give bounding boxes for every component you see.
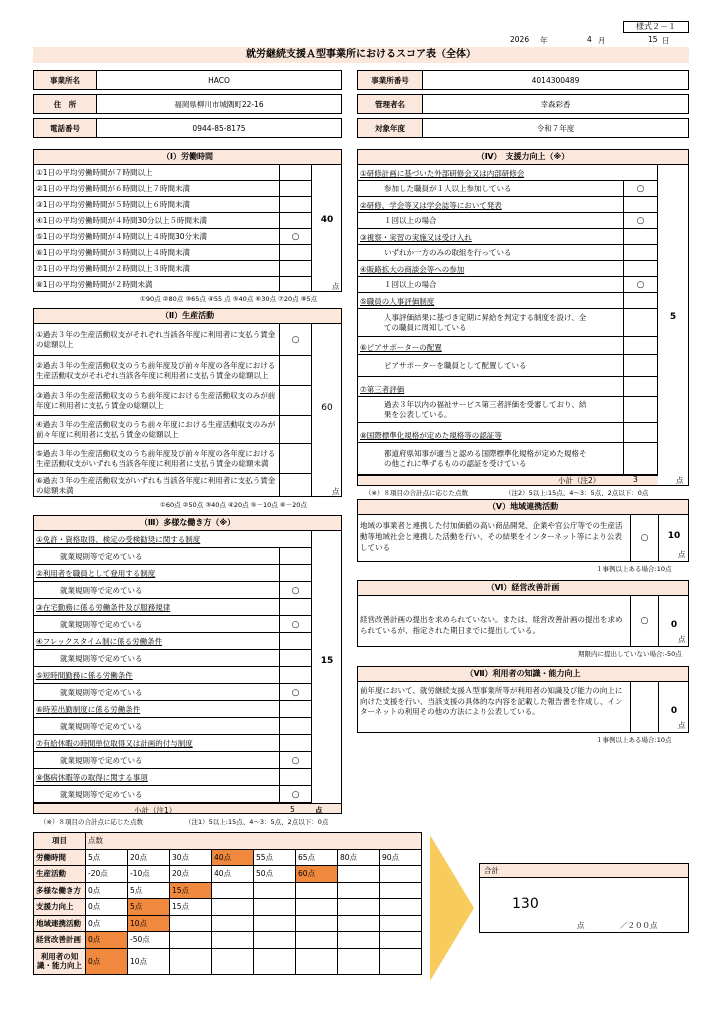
phone-label: 電話番号 [33, 118, 97, 138]
knowledge-check-mark [631, 682, 658, 732]
manager-label: 管理者名 [357, 94, 423, 114]
summary-point: 80点 [338, 849, 380, 866]
workstyle-item-sub: 就業規則等で定めている [34, 684, 312, 701]
management-box [357, 595, 689, 647]
support-subtotal: 3 [633, 475, 638, 484]
support-item-sub: １回以上の場合 [358, 277, 658, 293]
manager: 幸森彩香 [422, 94, 689, 114]
workstyle-item-sub: 就業規則等で定めている [34, 718, 312, 735]
workstyle-table [33, 530, 342, 814]
management-unit: 点 [678, 635, 686, 644]
support-check-mark [624, 443, 657, 475]
workstyle-item-head: ⑥時差出勤制度に係る労働条件 [34, 701, 312, 718]
summary-point-selected: 0点 [86, 932, 128, 949]
management-title: （Ⅵ）経営改善計画 [357, 580, 689, 596]
total-max: ／２００点 [620, 921, 658, 930]
office-no: 4014300489 [422, 70, 689, 90]
support-subtotal-unit: 点 [676, 476, 684, 485]
support-item-head: ②研修、学会等又は学会誌等において発表 [360, 200, 502, 210]
workstyle-score: 15 [320, 656, 334, 666]
support-item-sub: １回以上の場合 [358, 213, 658, 229]
support-check-mark: ○ [636, 216, 645, 226]
summary-point: 65点 [296, 849, 338, 866]
support-item-head: ③視察・実習の実施又は受け入れ [360, 232, 472, 242]
total-box [479, 863, 689, 933]
management-check-mark: ○ [640, 616, 649, 626]
support-item-sub: 都道府県知事が適当と認める国際標準化規格が定めた規格その他これに準ずるものの認証を受けている [358, 443, 658, 475]
workstyle-item-sub: 就業規則等で定めている [34, 582, 312, 599]
support-note-right: （注2）5以上:15点、4～3：5点、2点以下：0点 [505, 489, 649, 497]
summary-point: 5点 [86, 849, 128, 866]
support-title: （Ⅳ） 支援力向上（※） [357, 149, 689, 165]
production-score: 60 [321, 403, 333, 413]
support-item-head: ⑤職員の人事評価制度 [360, 296, 435, 306]
workstyle-item-sub: 就業規則等で定めている [34, 616, 312, 633]
total-label: 合計 [480, 864, 688, 878]
support-subtotal-label: 小計（注2） [558, 476, 601, 485]
summary-point: 0点 [86, 899, 128, 916]
summary-point-selected: 60点 [296, 866, 338, 883]
workstyle-check-mark: ○ [291, 755, 300, 766]
workstyle-item-sub: 就業規則等で定めている [34, 548, 312, 565]
summary-header-points: 点数 [86, 833, 422, 850]
workstyle-item-sub: 就業規則等で定めている [34, 650, 312, 667]
labor-item: ⑦1日の平均労働時間が２時間以上３時間未満 [34, 261, 312, 277]
support-score: 5 [669, 312, 677, 322]
arrow-right-icon [428, 833, 478, 983]
knowledge-title: （Ⅶ）利用者の知識・能力向上 [357, 666, 689, 682]
summary-point: 90点 [380, 849, 422, 866]
production-table [33, 323, 342, 497]
production-title: （Ⅱ）生産活動 [33, 308, 342, 324]
office-no-label: 事業所番号 [357, 70, 423, 90]
summary-row [34, 915, 422, 932]
summary-point-selected: 5点 [128, 899, 170, 916]
production-unit: 点 [332, 487, 340, 496]
labor-footnote: ①90点 ②80点 ③65点 ④55 点 ⑤40点 ⑥30点 ⑦20点 ⑧5点 [140, 295, 318, 303]
total-value: 130 [512, 896, 539, 912]
summary-row [34, 899, 422, 916]
workstyle-subtotal-label: 小計（注1） [134, 806, 177, 815]
summary-point-selected: 0点 [86, 948, 128, 974]
address: 福岡県柳川市城隅町22-16 [96, 94, 342, 114]
regional-box [357, 514, 689, 562]
target-year: 令和７年度 [422, 118, 689, 138]
summary-row-label: 生産活動 [34, 866, 86, 883]
workstyle-check-mark [280, 650, 311, 667]
support-table [357, 164, 689, 486]
summary-row-label: 支援力向上 [34, 899, 86, 916]
summary-row-label: 多様な働き方 [34, 882, 86, 899]
management-footnote: 期限内に提出していない場合:-50点 [578, 650, 682, 658]
workstyle-item-head: ⑦有給休暇の時間単位取得又は計画的付与制度 [34, 735, 312, 752]
workstyle-check-mark: ○ [291, 585, 300, 596]
summary-row-label: 利用者の知識・能力向上 [34, 948, 86, 974]
summary-row [34, 866, 422, 883]
production-check-mark: ○ [291, 335, 300, 345]
workstyle-check-mark: ○ [291, 789, 300, 800]
support-item-head: ⑥ピアサポーターの配置 [360, 342, 442, 352]
labor-item: ④1日の平均労働時間が４時間30分以上５時間未満 [34, 213, 312, 229]
workstyle-subtotal: 5 [290, 805, 295, 814]
summary-point: 0点 [86, 915, 128, 932]
support-item-head: ④販路拡大の商談会等への参加 [360, 264, 465, 274]
summary-row-label: 地域連携活動 [34, 915, 86, 932]
knowledge-footnote: １事例以上ある場合:10点 [596, 736, 672, 744]
workstyle-check-mark: ○ [291, 687, 300, 698]
labor-item: ①1日の平均労働時間が７時間以上 [34, 165, 312, 181]
workstyle-item-head: ④フレックスタイム制に係る労働条件 [34, 633, 312, 650]
support-check-mark [624, 245, 657, 261]
summary-point-selected: 10点 [128, 915, 170, 932]
summary-header-item: 項目 [34, 833, 86, 850]
summary-table [33, 832, 422, 975]
regional-check-mark: ○ [640, 533, 649, 543]
knowledge-score: 0 [670, 706, 678, 716]
workstyle-note-right: （注1）5以上:15点、4～3：5点、2点以下：0点 [185, 818, 329, 826]
summary-point: -20点 [86, 866, 128, 883]
support-item-sub: 人事評価結果に基づき定期に昇給を判定する制度を設け、全ての職員に周知している [358, 309, 658, 337]
office-name: HACO [96, 70, 342, 90]
summary-point: -10点 [128, 866, 170, 883]
support-check-mark [624, 355, 657, 377]
summary-row-label: 労働時間 [34, 849, 86, 866]
labor-unit: 点 [332, 282, 340, 291]
summary-point-selected: 40点 [212, 849, 254, 866]
production-item: ②過去３年の生産活動収支のうち前年度及び前々年度の各年度における生産活動収支がそれぞれ当該各年度に利用者に支払う賃金の総額以上 [34, 356, 312, 386]
summary-point-selected: 15点 [170, 882, 212, 899]
support-item-head: ⑧国際標準化規格が定めた規格等の認証等 [360, 430, 502, 440]
workstyle-item-sub: 就業規則等で定めている [34, 786, 312, 803]
regional-title: （Ⅴ）地域連携活動 [357, 499, 689, 515]
phone: 0944-85-8175 [96, 118, 342, 138]
support-item-sub: ピアサポーターを職員として配置している [358, 355, 658, 377]
summary-point: 15点 [170, 899, 212, 916]
knowledge-box [357, 681, 689, 733]
summary-point: 40点 [212, 866, 254, 883]
summary-point: 20点 [128, 849, 170, 866]
regional-text: 地域の事業者と連携した付加価値の高い商品開発、企業や官公庁等での生産活動等地域社会と連携した活動を行い、その結果をインターネット等により公表している [360, 521, 623, 552]
office-name-label: 事業所名 [33, 70, 97, 90]
summary-point: 10点 [128, 948, 170, 974]
production-item: ⑤過去３年の生産活動収支のうち前年度及び前々年度の各年度における生産活動収支がいずれも当該各年度に利用者に支払う賃金の総額未満 [34, 444, 312, 474]
workstyle-item-sub: 就業規則等で定めている [34, 752, 312, 769]
management-score: 0 [670, 620, 678, 630]
workstyle-note-left: （※）８項目の合計点に応じた点数 [40, 818, 143, 826]
workstyle-subtotal-unit: 点 [315, 806, 323, 815]
support-check-mark: ○ [636, 184, 645, 194]
workstyle-item-head: ③在宅勤務に係る労働条件及び服務規律 [34, 599, 312, 616]
workstyle-item-head: ①免許・資格取得、検定の受検勧奨に関する制度 [34, 531, 312, 548]
regional-unit: 点 [678, 550, 686, 559]
production-item: ⑥過去３年の生産活動収支がいずれも当該各年度に利用者に支払う賃金の総額未満 [36, 475, 276, 495]
labor-table [33, 164, 342, 292]
summary-row [34, 932, 422, 949]
labor-item: ⑧1日の平均労働時間が２時間未満 [36, 280, 153, 289]
regional-footnote: １事例以上ある場合:10点 [596, 565, 672, 573]
labor-item: ②1日の平均労働時間が６時間以上７時間未満 [34, 181, 312, 197]
support-item-head: ①研修計画に基づいた外部研修会又は内部研修会 [360, 168, 525, 178]
production-item: ①過去３年の生産活動収支がそれぞれ当該各年度に利用者に支払う賃金の総額以上 [34, 324, 312, 356]
summary-point: 5点 [128, 882, 170, 899]
support-item-sub: いずれか一方のみの取組を行っている [358, 245, 658, 261]
support-note-left: （※）８項目の合計点に応じた点数 [365, 489, 468, 497]
support-check-mark [624, 397, 657, 423]
workstyle-item-head: ⑧傷病休暇等の取得に関する事項 [34, 769, 312, 786]
form-number: 様式２－１ [623, 21, 689, 33]
labor-check-mark: ○ [291, 232, 300, 242]
workstyle-check-mark [280, 548, 311, 565]
labor-item: ③1日の平均労働時間が５時間以上６時間未満 [34, 197, 312, 213]
labor-score: 40 [320, 215, 334, 225]
management-text: 経営改善計画の提出を求められていない。または、経営改善計画の提出を求められているが、指定された期日までに提出している。 [360, 615, 623, 635]
summary-row [34, 882, 422, 899]
summary-row [34, 948, 422, 974]
labor-item: ⑤1日の平均労働時間が４時間以上４時間30分未満 [34, 229, 312, 245]
production-item: ③過去３年の生産活動収支のうち前年度における生産活動収支のみが前年度に利用者に支払う賃金の総額以上 [34, 386, 312, 416]
workstyle-title: （Ⅲ）多様な働き方（※） [33, 515, 342, 531]
summary-point: 20点 [170, 866, 212, 883]
summary-point: -50点 [128, 932, 170, 949]
support-check-mark [624, 309, 657, 337]
regional-score: 10 [667, 531, 681, 541]
summary-point: 55点 [254, 849, 296, 866]
year-label: 対象年度 [357, 118, 423, 138]
total-unit: 点 [577, 921, 585, 930]
address-label: 住 所 [33, 94, 97, 114]
summary-point: 50点 [254, 866, 296, 883]
workstyle-item-head: ②利用者を職員として登用する制度 [34, 565, 312, 582]
support-check-mark: ○ [636, 280, 645, 290]
summary-point: 0点 [86, 882, 128, 899]
knowledge-text: 前年度において、就労継続支援Ａ型事業所等が利用者の知識及び能力の向上に向けた支援を行い、当該支援の具体的な内容を記載した報告書を作成し、インターネットの利用その他の方法により公表している。 [360, 686, 623, 716]
support-item-sub: 参加した職員が１人以上参加している [358, 181, 658, 197]
knowledge-unit: 点 [678, 721, 686, 730]
support-item-head: ⑦第三者評価 [360, 384, 405, 394]
labor-title: （Ⅰ）労働時間 [33, 149, 342, 165]
summary-row-label: 経営改善計画 [34, 932, 86, 949]
workstyle-item-head: ⑤短時間勤務に係る労働条件 [34, 667, 312, 684]
summary-row [34, 849, 422, 866]
production-footnote: ①60点 ②50点 ③40点 ④20点 ⑤－10点 ⑥－20点 [160, 501, 307, 509]
workstyle-check-mark [280, 718, 311, 735]
page-title: 就労継続支援Ａ型事業所におけるスコア表（全体） [33, 47, 689, 63]
labor-item: ⑥1日の平均労働時間が３時間以上４時間未満 [34, 245, 312, 261]
production-item: ④過去３年の生産活動収支のうち前々年度における生産活動収支のみが前々年度に利用者に支払う賃金の総額以上 [34, 416, 312, 444]
support-item-sub: 過去３年以内の福祉サービス第三者評価を受審しており、結果を公表している。 [358, 397, 658, 423]
workstyle-check-mark: ○ [291, 619, 300, 630]
summary-point: 30点 [170, 849, 212, 866]
